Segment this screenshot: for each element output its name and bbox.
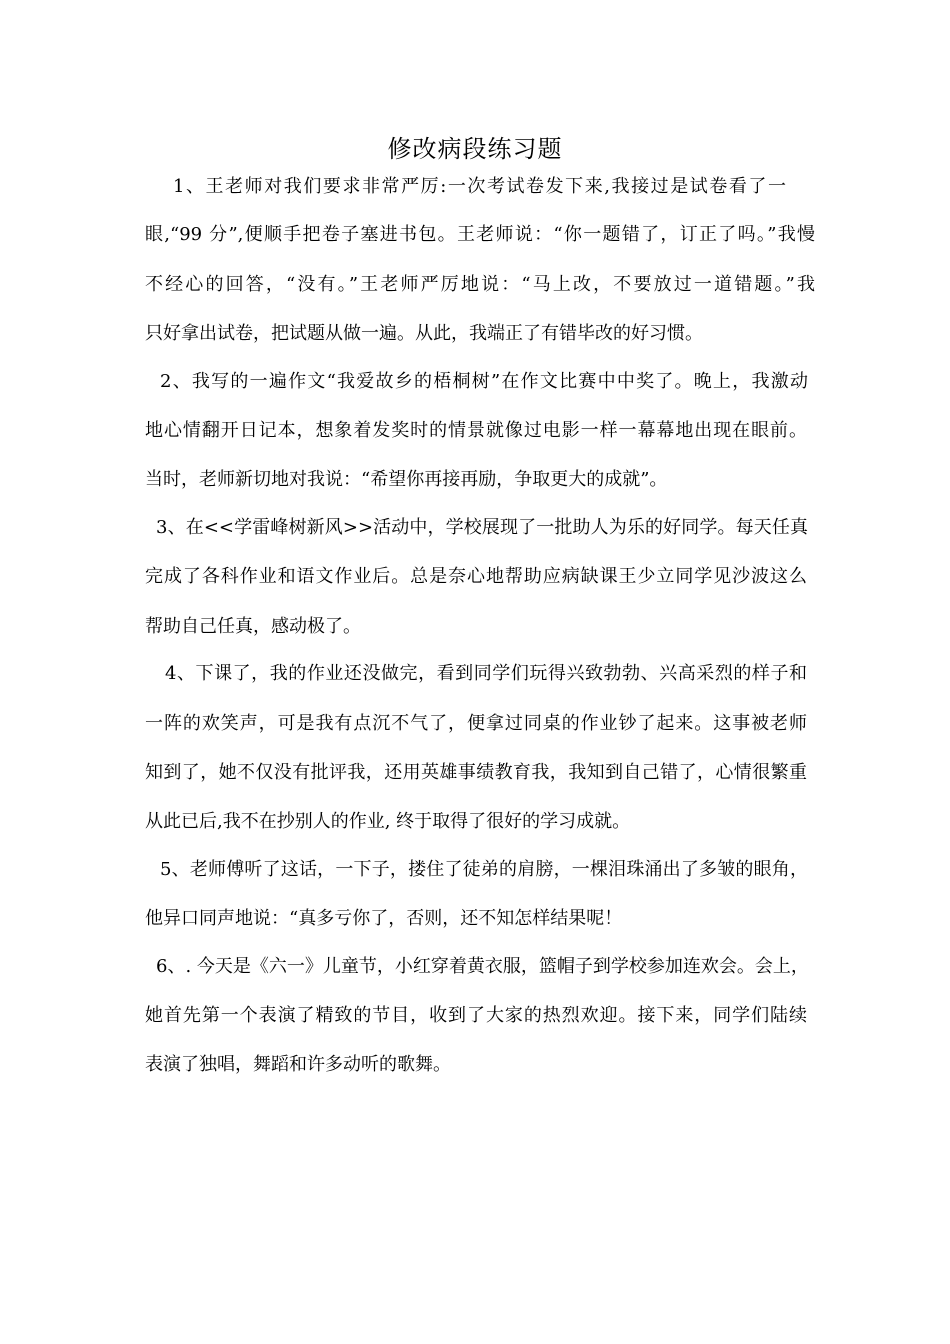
paragraph-1-line-4: 只好拿出试卷，把试题从做一遍。从此，我端正了有错毕改的好习惯。: [145, 323, 703, 344]
document-title: 修改病段练习题: [387, 135, 563, 163]
paragraph-2-line-1: 2、我写的一遍作文“我爱故乡的梧桐树”在作文比赛中中奖了。晚上，我激动: [160, 371, 808, 392]
paragraph-4-line-3: 知到了，她不仅没有批评我，还用英雄事绩教育我，我知到自己错了，心情很繁重: [145, 762, 807, 783]
paragraph-4-line-1: 4、下课了，我的作业还没做完，看到同学们玩得兴致勃勃、兴高采烈的样子和: [165, 663, 807, 684]
paragraph-1-line-2: 眼,“99 分”,便顺手把卷子塞进书包。王老师说：“你一题错了，订正了吗。”我慢: [145, 224, 815, 245]
paragraph-5-line-1: 5、老师傅听了这话，一下子，搂住了徒弟的肩膀，一棵泪珠涌出了多皱的眼角，: [160, 859, 808, 880]
paragraph-3-line-3: 帮助自己任真，感动极了。: [145, 616, 361, 637]
paragraph-5-line-2: 他异口同声地说：“真多亏你了，否则，还不知怎样结果呢！: [145, 908, 623, 929]
paragraph-1-line-1: 1、王老师对我们要求非常严厉:一次考试卷发下来,我接过是试卷看了一: [173, 176, 786, 197]
paragraph-4-line-2: 一阵的欢笑声，可是我有点沉不气了，便拿过同桌的作业钞了起来。这事被老师: [145, 713, 807, 734]
paragraph-3-line-2: 完成了各科作业和语文作业后。总是奈心地帮助应病缺课王少立同学见沙波这么: [145, 566, 807, 587]
paragraph-4-line-4: 从此已后,我不在抄别人的作业, 终于取得了很好的学习成就。: [145, 811, 631, 832]
paragraph-6-line-2: 她首先第一个表演了精致的节目，收到了大家的热烈欢迎。接下来，同学们陆续: [145, 1005, 807, 1026]
paragraph-6-line-3: 表演了独唱，舞蹈和许多动听的歌舞。: [145, 1054, 451, 1075]
paragraph-6-line-1: 6、. 今天是《六一》儿童节，小红穿着黄衣服，篮帽子到学校参加连欢会。会上，: [156, 956, 809, 977]
paragraph-3-line-1: 3、在<<学雷峰树新风>>活动中，学校展现了一批助人为乐的好同学。每天任真: [156, 517, 808, 538]
paragraph-2-line-3: 当时，老师新切地对我说：“希望你再接再励，争取更大的成就”。: [145, 469, 668, 490]
paragraph-2-line-2: 地心情翻开日记本，想象着发奖时的情景就像过电影一样一幕幕地出现在眼前。: [145, 420, 807, 441]
paragraph-1-line-3: 不经心的回答，“没有。”王老师严厉地说：“马上改，不要放过一道错题。”我: [145, 274, 815, 295]
